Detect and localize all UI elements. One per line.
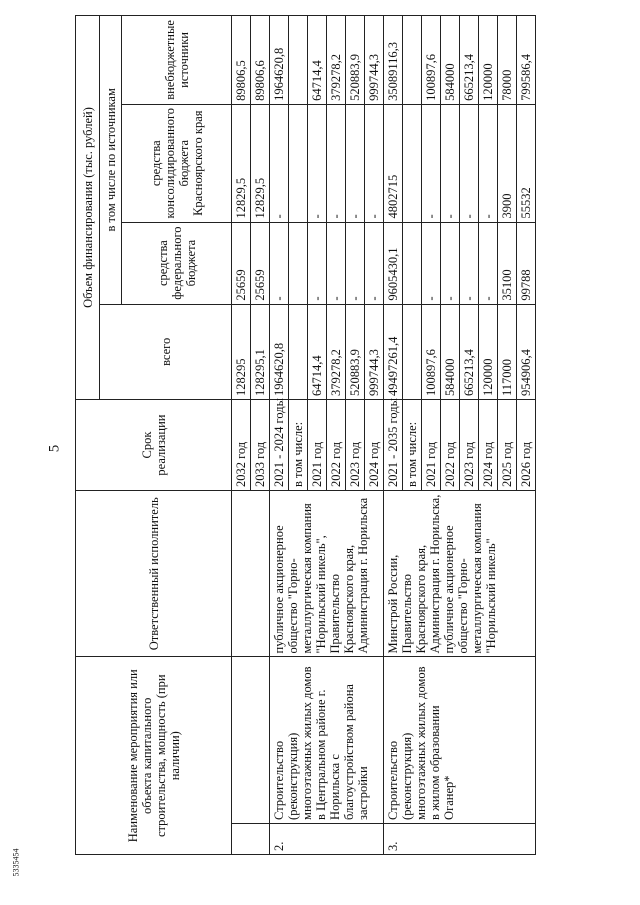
cell-total: 954906,4 [517,304,536,399]
cell-federal: 9605430,1 [384,222,403,304]
cell-federal: 25659 [232,222,251,304]
cell-total: 520883,9 [346,304,365,399]
cell-regional: 12829,5 [251,104,270,222]
cell-regional: - [365,104,384,222]
cell-total: 1964620,8 [270,304,289,399]
table-row [270,16,289,855]
cell-federal: - [365,222,384,304]
cell-extra: 799586,4 [517,16,536,105]
header-federal: средства федерального бюджета [122,222,232,304]
cell-no: 2. [270,823,384,854]
cell-period: 2021 - 2035 годы [384,400,403,491]
cell-extra: 120000 [479,16,498,105]
cell-regional: 4802715 [384,104,403,222]
cell-extra: 665213,4 [460,16,479,105]
cell-period: 2033 год [251,400,270,491]
cell-extra: 89806,6 [251,16,270,105]
cell-federal: - [346,222,365,304]
cell-extra [289,16,308,105]
cell-federal: 99788 [517,222,536,304]
cell-no: 3. [384,823,536,854]
table-row [232,16,251,855]
document-code: 5335454 [11,848,21,877]
cell-federal: - [422,222,441,304]
cell-executor: публичное акционерное общество "Горно-металлургическая компания "Норильский никель", Правительство Красноярского края, Администрация г. Норильска [270,491,384,657]
cell-federal: 35100 [498,222,517,304]
cell-total: 665213,4 [460,304,479,399]
cell-regional: 12829,5 [232,104,251,222]
cell-period: 2021 год [422,400,441,491]
cell-extra: 89806,5 [232,16,251,105]
cell-executor [232,491,270,657]
header-executor: Ответственный исполнитель [76,491,232,657]
cell-extra: 584000 [441,16,460,105]
cell-period: 2032 год [232,400,251,491]
funding-table-container [75,15,640,855]
header-period: Срок реализации [76,400,232,491]
cell-federal [403,222,422,304]
cell-extra: 64714,4 [308,16,327,105]
cell-regional [289,104,308,222]
cell-total: 64714,4 [308,304,327,399]
cell-regional: - [346,104,365,222]
cell-period: 2025 год [498,400,517,491]
cell-regional: - [327,104,346,222]
header-extra: внебюджетные источники [122,16,232,105]
cell-regional: - [479,104,498,222]
cell-extra: 78000 [498,16,517,105]
table-body [232,16,536,855]
cell-extra [403,16,422,105]
cell-total: 128295 [232,304,251,399]
funding-table [75,15,536,855]
cell-name: Строительство (реконструкция) многоэтажных жилых домов в жилом образовании Оганер* [384,657,536,823]
header-regional: средства консолидированного бюджета Красноярского края [122,104,232,222]
cell-period: 2021 год [308,400,327,491]
cell-total [403,304,422,399]
page-number: 5 [46,444,63,453]
cell-total: 117000 [498,304,517,399]
header-total: всего [100,304,232,399]
cell-federal: 25659 [251,222,270,304]
funding-table-rotated [75,15,640,855]
cell-regional [403,104,422,222]
cell-extra: 1964620,8 [270,16,289,105]
cell-total: 999744,3 [365,304,384,399]
cell-no [232,823,270,854]
cell-period: 2021 - 2024 годы [270,400,289,491]
cell-total: 49497261,4 [384,304,403,399]
cell-period: 2024 год [365,400,384,491]
cell-name: Строительство (реконструкция) многоэтажных жилых домов в Центральном районе г. Норильска с благоустройством района застройки [270,657,384,823]
cell-regional: 3900 [498,104,517,222]
cell-regional: - [460,104,479,222]
cell-name [232,657,270,823]
cell-regional: - [308,104,327,222]
cell-extra: 999744,3 [365,16,384,105]
cell-extra: 520883,9 [346,16,365,105]
cell-federal: - [308,222,327,304]
cell-executor: Минстрой России, Правительство Красноярского края, Администрация г. Норильска, публичное акционерное общество "Горно-металлургическая компания "Норильский никель" [384,491,536,657]
cell-extra: 379278,2 [327,16,346,105]
cell-federal: - [441,222,460,304]
cell-period: в том числе: [403,400,422,491]
cell-federal: - [270,222,289,304]
cell-extra: 35089116,3 [384,16,403,105]
cell-regional: 55532 [517,104,536,222]
cell-federal: - [327,222,346,304]
cell-federal: - [460,222,479,304]
table-row [384,16,403,855]
header-name: Наименование мероприятия или объекта капитального строительства, мощность (при наличии) [76,657,232,855]
cell-extra: 100897,6 [422,16,441,105]
cell-period: 2024 год [479,400,498,491]
header-funding: Объем финансирования (тыс. рублей) [76,16,100,400]
cell-total: 128295,1 [251,304,270,399]
header-by-source: в том числе по источникам [100,16,122,305]
cell-period: 2026 год [517,400,536,491]
cell-regional: - [270,104,289,222]
cell-total: 584000 [441,304,460,399]
cell-period: 2022 год [441,400,460,491]
cell-total [289,304,308,399]
cell-period: в том числе: [289,400,308,491]
cell-period: 2023 год [346,400,365,491]
cell-total: 120000 [479,304,498,399]
cell-total: 100897,6 [422,304,441,399]
cell-regional: - [422,104,441,222]
cell-regional: - [441,104,460,222]
cell-total: 379278,2 [327,304,346,399]
cell-period: 2023 год [460,400,479,491]
cell-federal [289,222,308,304]
cell-federal: - [479,222,498,304]
cell-period: 2022 год [327,400,346,491]
